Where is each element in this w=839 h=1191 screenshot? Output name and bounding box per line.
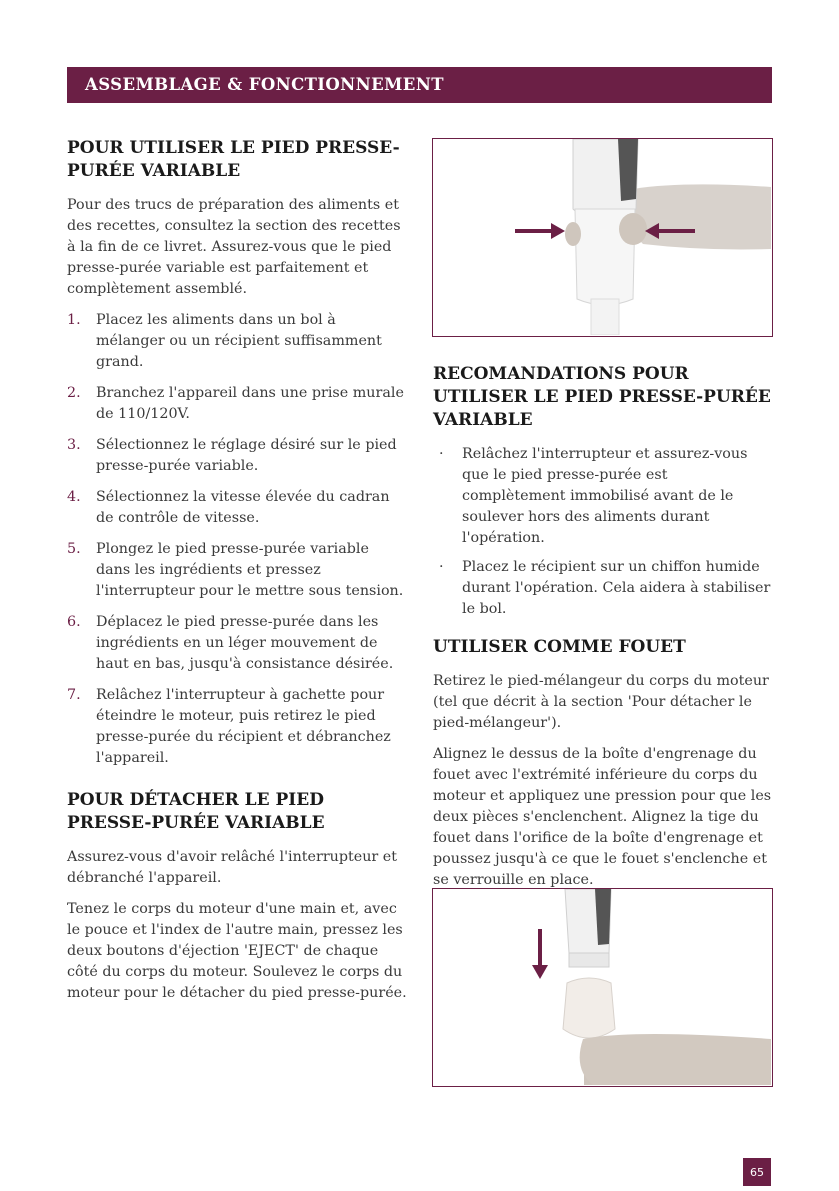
right-column xyxy=(433,363,773,901)
section-header-bar xyxy=(67,67,772,103)
steps-list xyxy=(67,310,407,769)
step-item: 4. Sélectionnez la vitesse élevée du cadran de contrôle de vitesse. xyxy=(67,489,390,526)
recommendation-item: · Relâchez l'interrupteur et assurez-vous que le pied presse-purée est complètement immobilisé avant de le soulever hors des aliments durant l'opération. xyxy=(439,446,748,546)
detach-paragraph-1: Assurez-vous d'avoir relâché l'interrupteur et débranché l'appareil. xyxy=(67,849,398,886)
step-item: 7. Relâchez l'interrupteur à gachette pour éteindre le moteur, puis retirez le pied presse-purée du récipient et débranchez l'appareil. xyxy=(67,687,391,766)
intro-paragraph: Pour des trucs de préparation des aliments et des recettes, consultez la section des recettes à la fin de ce livret. Assurez-vous que le pied presse-purée variable est parfaitement et complètement assemblé. xyxy=(67,197,401,297)
section-header-title: ASSEMBLAGE & FONCTIONNEMENT xyxy=(85,75,444,94)
recommendation-item: · Placez le récipient sur un chiffon humide durant l'opération. Cela aidera à stabiliser le bol. xyxy=(439,559,771,617)
recommendations-list xyxy=(433,444,773,620)
step-item: 6. Déplacez le pied presse-purée dans les ingrédients en un léger mouvement de haut en bas, jusqu'à consistance désirée. xyxy=(67,614,394,672)
whisk-paragraph-1: Retirez le pied-mélangeur du corps du moteur (tel que décrit à la section 'Pour détacher le pied-mélangeur'). xyxy=(433,673,769,731)
photo-eject-buttons xyxy=(432,138,773,337)
step-item: 5. Plongez le pied presse-purée variable dans les ingrédients et pressez l'interrupteur pour le mettre sous tension. xyxy=(67,541,404,599)
arrow-right-icon xyxy=(515,223,565,239)
heading-recommendations: RECOMANDATIONS POUR UTILISER LE PIED PRESSE-PURÉE VARIABLE xyxy=(433,364,771,430)
detach-paragraph-2: Tenez le corps du moteur d'une main et, avec le pouce et l'index de l'autre main, pressez les deux boutons d'éjection 'EJECT' de chaque côté du corps du moteur. Soulevez le corps du moteur pour le détacher du pied presse-purée. xyxy=(67,901,407,1001)
page-number: 65 xyxy=(743,1158,771,1186)
heading-detach-masher: POUR DÉTACHER LE PIED PRESSE-PURÉE VARIABLE xyxy=(67,790,325,833)
left-column xyxy=(67,137,407,1014)
step-item: 3. Sélectionnez le réglage désiré sur le pied presse-purée variable. xyxy=(67,437,397,474)
eject-illustration xyxy=(433,139,771,335)
step-item: 1. Placez les aliments dans un bol à mélanger ou un récipient suffisamment grand. xyxy=(67,312,382,370)
whisk-paragraph-2: Alignez le dessus de la boîte d'engrenage du fouet avec l'extrémité inférieure du corps du moteur et appliquez une pression pour que les deux pièces s'enclenchent. Alignez la tige du fouet dans l'orifice de la boîte d'engrenage et poussez jusqu'à ce que le fouet s'enclenche et se verrouille en place. xyxy=(433,746,772,888)
whisk-illustration xyxy=(433,889,771,1085)
step-item: 2. Branchez l'appareil dans une prise murale de 110/120V. xyxy=(67,385,404,422)
heading-use-masher: POUR UTILISER LE PIED PRESSE-PURÉE VARIABLE xyxy=(67,138,400,181)
photo-attach-whisk xyxy=(432,888,773,1087)
heading-use-as-whisk: UTILISER COMME FOUET xyxy=(433,637,686,657)
arrow-down-icon xyxy=(532,929,548,979)
